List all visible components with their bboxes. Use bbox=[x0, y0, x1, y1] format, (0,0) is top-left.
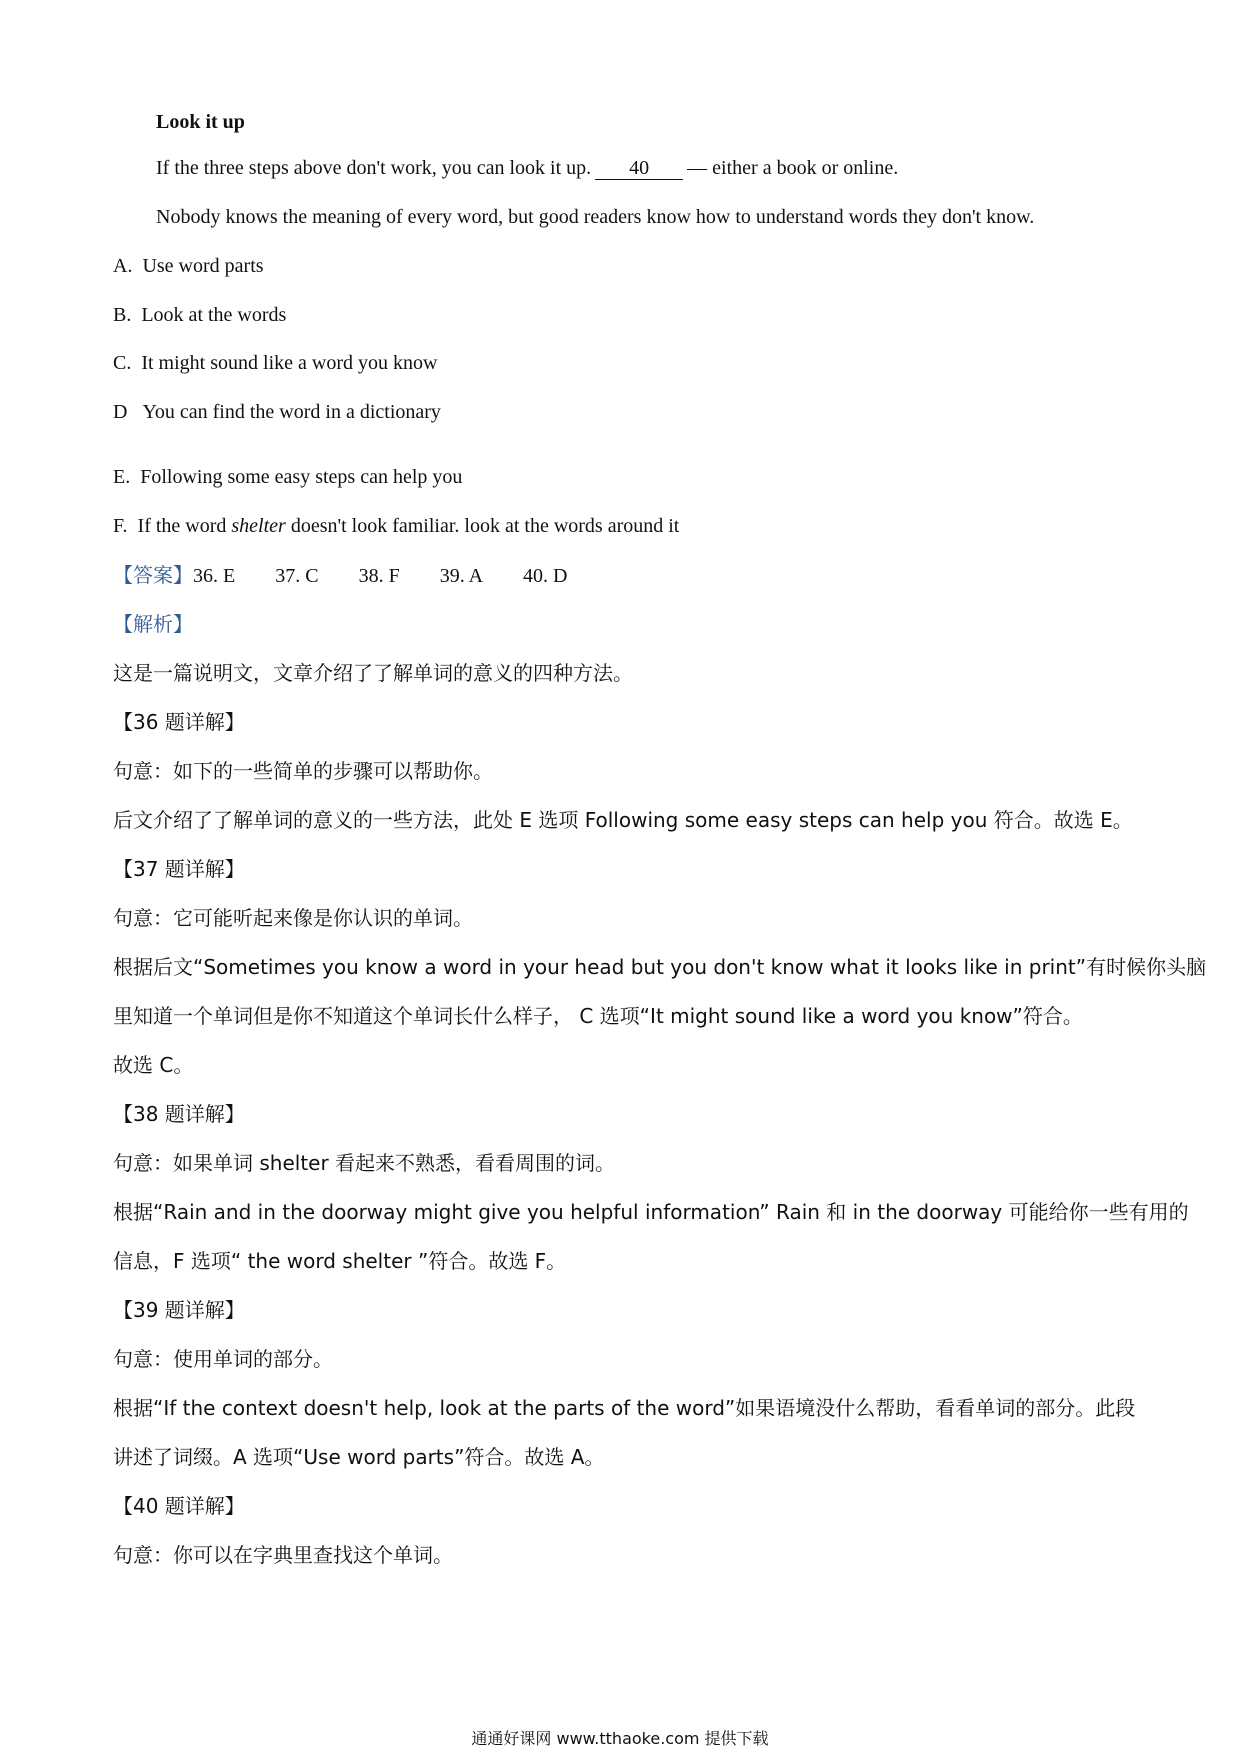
q39-title: 【39 题详解】 bbox=[113, 1298, 245, 1322]
paragraph-text-before: If the three steps above don't work, you can look it up. bbox=[156, 157, 592, 179]
option-text: You can find the word in a dictionary bbox=[142, 401, 441, 423]
option-letter: A. bbox=[113, 255, 133, 277]
paragraph-blank-40 bbox=[156, 154, 898, 182]
answer-item: 37. C bbox=[275, 565, 319, 587]
q38-explain-2: 信息，F 选项“ the word shelter ”符合。故选 F。 bbox=[113, 1249, 567, 1273]
q40-title: 【40 题详解】 bbox=[113, 1494, 245, 1518]
q37-title: 【37 题详解】 bbox=[113, 857, 245, 881]
answer-item: 36. E bbox=[193, 565, 236, 587]
option-text: If the word bbox=[137, 515, 227, 537]
option-c bbox=[113, 349, 437, 377]
q36-meaning: 句意：如下的一些简单的步骤可以帮助你。 bbox=[113, 759, 493, 783]
answer-item: 39. A bbox=[439, 565, 484, 587]
option-text: Look at the words bbox=[141, 304, 287, 326]
q40-meaning: 句意：你可以在字典里查找这个单词。 bbox=[113, 1543, 453, 1567]
option-letter: D bbox=[113, 401, 128, 423]
answer-item: 38. F bbox=[358, 565, 400, 587]
option-letter: E. bbox=[113, 466, 131, 488]
option-f bbox=[113, 512, 679, 540]
paragraph-text-after: — either a book or online. bbox=[687, 157, 899, 179]
answer-item: 40. D bbox=[523, 565, 568, 587]
answer-label: 【答案】 bbox=[113, 563, 193, 587]
q37-meaning: 句意：它可能听起来像是你认识的单词。 bbox=[113, 906, 473, 930]
q36-title: 【36 题详解】 bbox=[113, 710, 245, 734]
option-italic-word: shelter bbox=[231, 515, 286, 537]
page-footer: 通通好课网 www.tthaoke.com 提供下载 bbox=[471, 1729, 769, 1748]
q37-explain-1: 根据后文“Sometimes you know a word in your head but you don't know what it looks like in print”有时候你头脑 bbox=[113, 955, 1207, 979]
option-a bbox=[113, 252, 264, 280]
q36-explain: 后文介绍了了解单词的意义的一些方法，此处 E 选项 Following some easy steps can help you 符合。故选 E。 bbox=[113, 808, 1133, 832]
option-text: Following some easy steps can help you bbox=[140, 466, 463, 488]
q37-explain-2: 里知道一个单词但是你不知道这个单词长什么样子， C 选项“It might sound like a word you know”符合。 bbox=[113, 1004, 1083, 1028]
answer-line bbox=[113, 561, 607, 590]
option-d bbox=[113, 398, 441, 426]
option-e bbox=[113, 463, 462, 491]
q39-meaning: 句意：使用单词的部分。 bbox=[113, 1347, 333, 1371]
option-letter: B. bbox=[113, 304, 132, 326]
analysis-summary: 这是一篇说明文，文章介绍了了解单词的意义的四种方法。 bbox=[113, 661, 633, 685]
option-text-rest: doesn't look familiar. look at the words around it bbox=[290, 515, 680, 537]
option-letter: F. bbox=[113, 515, 128, 537]
blank-40: 40 bbox=[595, 157, 683, 180]
q39-explain-2: 讲述了词缀。A 选项“Use word parts”符合。故选 A。 bbox=[113, 1445, 605, 1469]
q38-meaning: 句意：如果单词 shelter 看起来不熟悉，看看周围的词。 bbox=[113, 1151, 616, 1175]
q37-explain-3: 故选 C。 bbox=[113, 1053, 194, 1077]
q38-title: 【38 题详解】 bbox=[113, 1102, 245, 1126]
option-text: It might sound like a word you know bbox=[141, 352, 438, 374]
q39-explain-1: 根据“If the context doesn't help, look at the parts of the word”如果语境没什么帮助，看看单词的部分。此段 bbox=[113, 1396, 1136, 1420]
section-heading: Look it up bbox=[156, 111, 245, 133]
option-b bbox=[113, 301, 286, 329]
option-letter: C. bbox=[113, 352, 132, 374]
analysis-label: 【解析】 bbox=[113, 612, 193, 636]
paragraph-conclusion: Nobody knows the meaning of every word, but good readers know how to understand words they don't know. bbox=[156, 206, 1035, 228]
q38-explain-1: 根据“Rain and in the doorway might give you helpful information” Rain 和 in the doorway 可能给你一些有用的 bbox=[113, 1200, 1189, 1224]
option-text: Use word parts bbox=[142, 255, 264, 277]
